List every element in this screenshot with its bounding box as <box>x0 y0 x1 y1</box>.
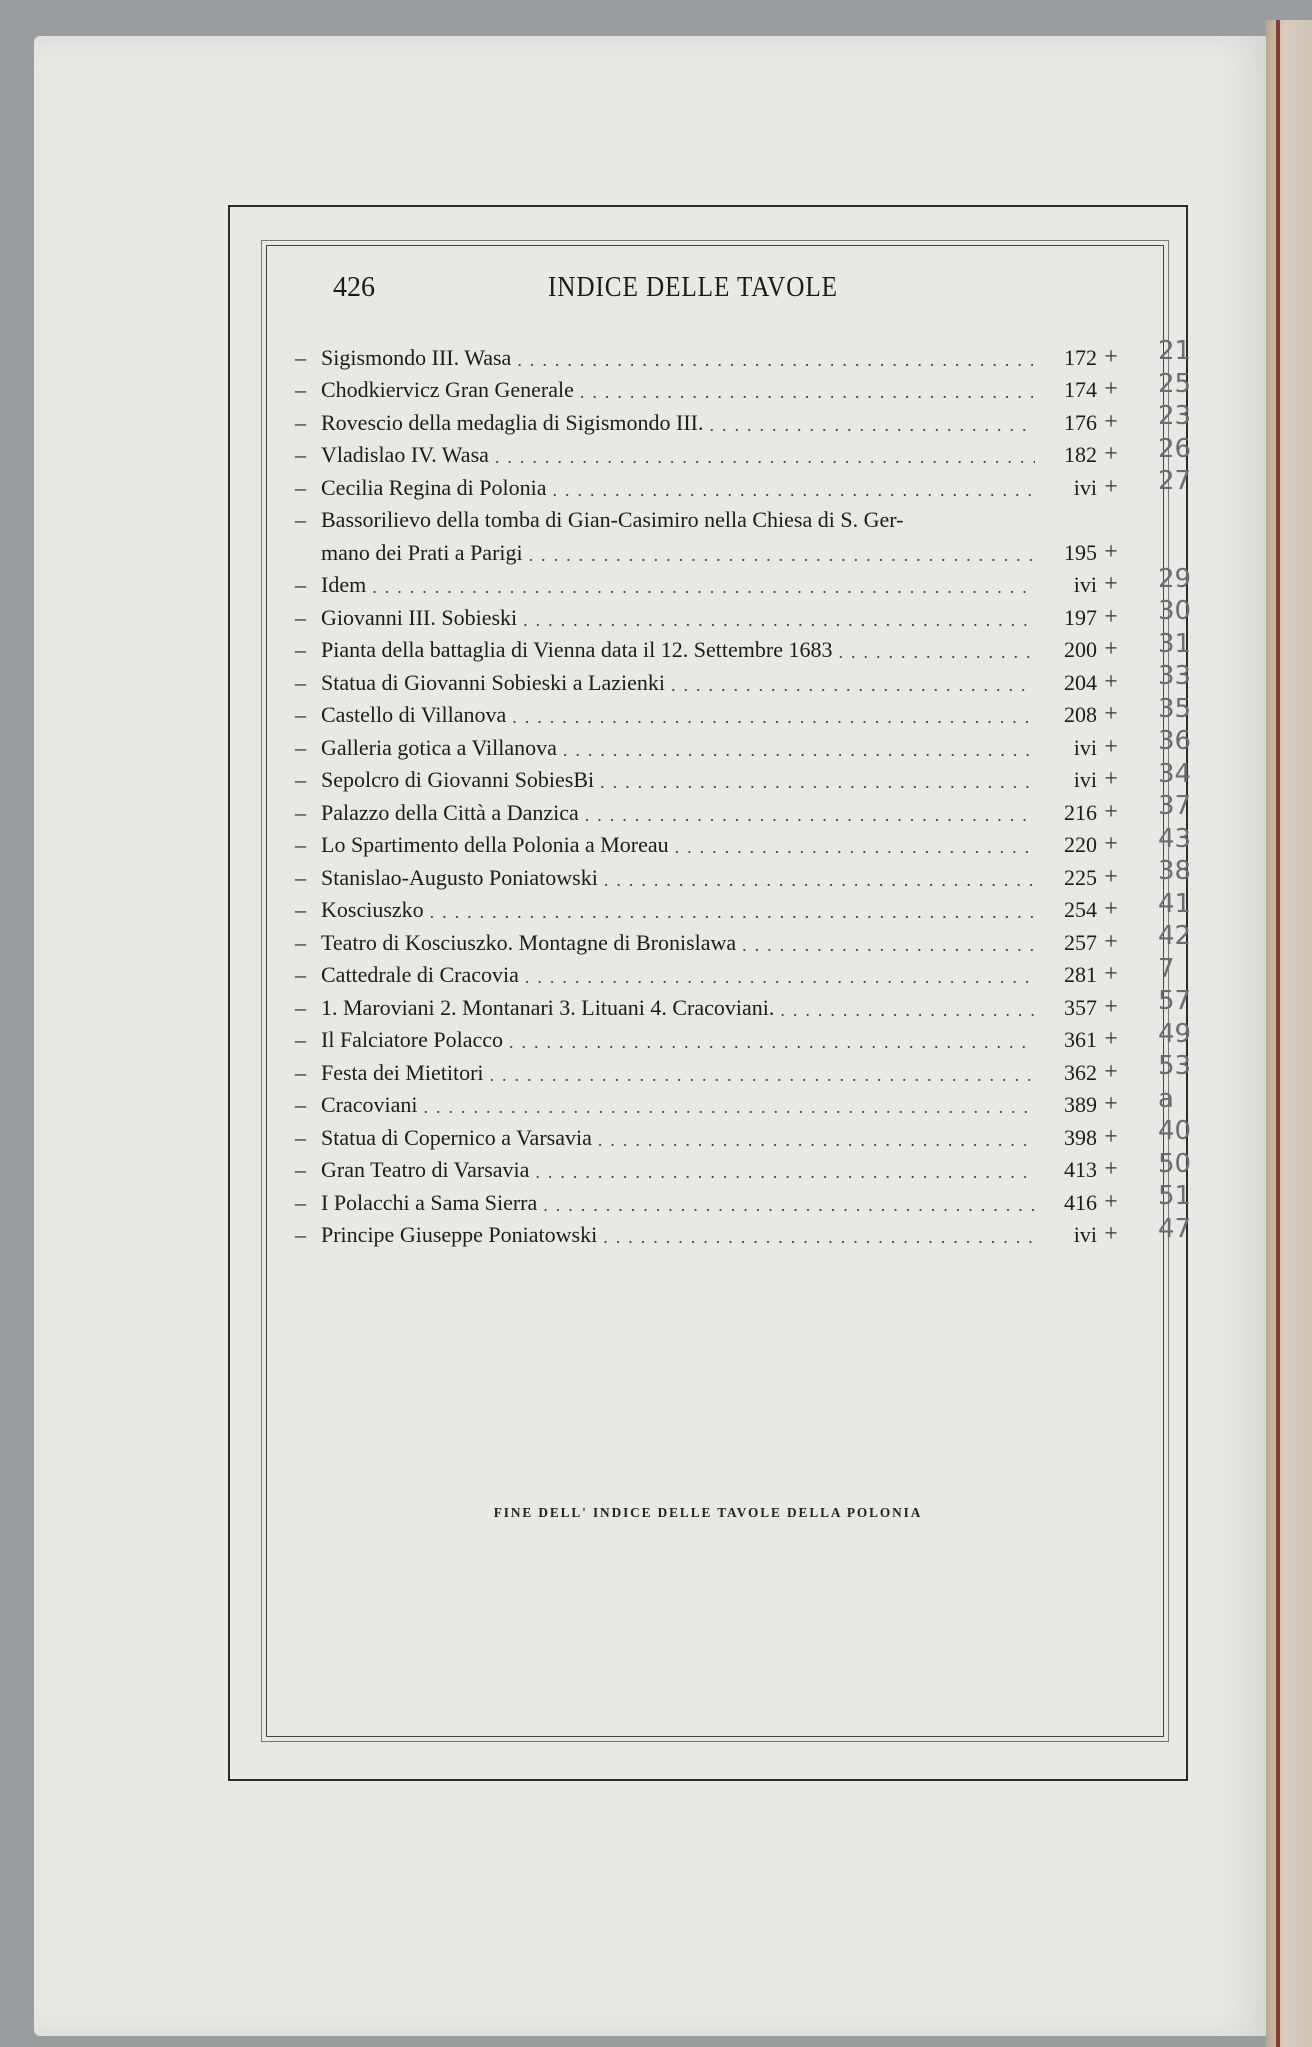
pencil-check-mark: + <box>1104 1188 1118 1215</box>
dot-leader <box>580 382 1035 403</box>
index-entry <box>295 826 1125 859</box>
entry-title: Cecilia Regina di Polonia <box>321 474 547 500</box>
pencil-check-mark: + <box>1104 928 1118 955</box>
index-entry <box>295 338 1125 371</box>
pencil-check-mark: + <box>1104 668 1118 695</box>
entry-dash: – <box>295 864 306 890</box>
handwritten-number: 26 <box>1158 433 1192 464</box>
index-entry <box>295 371 1125 404</box>
dot-leader <box>710 415 1036 436</box>
entry-dash: – <box>295 1157 306 1182</box>
entry-dash: – <box>295 1092 306 1117</box>
dot-leader <box>838 642 1035 663</box>
handwritten-number: 50 <box>1158 1148 1192 1179</box>
entry-title: Idem <box>321 572 367 597</box>
pencil-check-mark: + <box>1104 441 1118 467</box>
entry-title: Il Falciatore Polacco <box>321 1027 504 1052</box>
entry-title: Bassorilievo della tomba di Gian-Casimiro nella Chiesa di S. Ger- <box>321 507 904 532</box>
entry-page-number: 174 <box>1064 377 1097 402</box>
dot-leader <box>563 740 1035 761</box>
index-entry <box>295 631 1125 664</box>
entry-dash: – <box>295 1027 306 1052</box>
entry-title: Chodkiervicz Gran Generale <box>321 377 574 402</box>
index-entry <box>295 598 1125 631</box>
entry-dash: – <box>295 994 306 1020</box>
entry-title: Pianta della battaglia di Vienna data il 12. Settembre 1683 <box>321 637 833 662</box>
pencil-check-mark: + <box>1104 896 1118 922</box>
index-entry <box>295 1118 1125 1151</box>
dot-leader <box>742 935 1035 956</box>
index-entry <box>295 566 1125 599</box>
pencil-check-mark: + <box>1104 408 1118 435</box>
entry-title: Cracoviani <box>321 1092 418 1117</box>
pencil-check-mark: + <box>1104 1091 1118 1117</box>
index-entry <box>295 728 1125 761</box>
handwritten-number: 21 <box>1158 336 1192 366</box>
pencil-check-mark: + <box>1104 603 1118 630</box>
pencil-check-mark: + <box>1104 798 1118 825</box>
dot-leader <box>523 610 1035 631</box>
dot-leader <box>372 577 1035 598</box>
entry-title: Castello di Villanova <box>321 702 507 727</box>
entry-dash: – <box>295 1124 306 1150</box>
entry-dash: – <box>295 637 306 662</box>
handwritten-number: 27 <box>1158 466 1192 496</box>
handwritten-number: 57 <box>1158 986 1192 1016</box>
handwritten-number: 35 <box>1158 693 1192 724</box>
dot-leader <box>535 1162 1035 1183</box>
pencil-check-mark: + <box>1104 961 1118 987</box>
entry-page-number: ivi <box>1073 572 1097 597</box>
entry-dash: – <box>295 897 306 922</box>
dot-leader <box>517 350 1035 371</box>
entry-dash: – <box>295 832 306 857</box>
pencil-check-mark: + <box>1104 733 1118 760</box>
entry-title: Galleria gotica a Villanova <box>321 734 557 760</box>
entry-dash: – <box>295 767 306 792</box>
entry-dash: – <box>295 1059 306 1085</box>
entry-title: Principe Giuseppe Poniatowski <box>321 1222 598 1247</box>
index-entry <box>295 988 1125 1021</box>
index-entry <box>295 793 1125 826</box>
index-entry <box>295 696 1125 729</box>
pencil-check-mark: + <box>1104 376 1118 402</box>
pencil-check-mark: + <box>1104 1123 1118 1150</box>
entry-page-number: 398 <box>1064 1124 1097 1150</box>
handwritten-number: 25 <box>1158 368 1192 399</box>
entry-page-number: 416 <box>1064 1189 1097 1215</box>
book-spine-edge <box>1266 20 1312 2047</box>
entry-dash: – <box>295 474 306 500</box>
entry-page-number: 200 <box>1064 637 1097 662</box>
entry-title: Sepolcro di Giovanni SobiesBi <box>321 767 595 792</box>
index-entry <box>295 1183 1125 1216</box>
pencil-check-mark: + <box>1104 1026 1118 1052</box>
entry-dash: – <box>295 572 306 597</box>
entry-page-number: 413 <box>1064 1157 1097 1182</box>
entry-title: Kosciuszko <box>321 897 424 922</box>
entry-title: Sigismondo III. Wasa <box>321 344 512 370</box>
index-entry <box>295 1053 1125 1086</box>
handwritten-number: 36 <box>1158 726 1192 756</box>
entry-title: Stanislao-Augusto Poniatowski <box>321 864 598 890</box>
entry-title: I Polacchi a Sama Sierra <box>321 1189 538 1215</box>
index-entry <box>295 403 1125 436</box>
entry-title: Festa dei Mietitori <box>321 1059 484 1085</box>
entry-title: Teatro di Kosciuszko. Montagne di Bronislawa <box>321 929 737 955</box>
entry-page-number: 182 <box>1064 442 1097 467</box>
handwritten-number: 37 <box>1158 791 1192 821</box>
entry-page-number: 208 <box>1064 702 1097 727</box>
dot-leader <box>603 1227 1035 1248</box>
entry-dash: – <box>295 734 306 760</box>
dot-leader <box>543 1195 1035 1216</box>
entry-page-number: 204 <box>1064 669 1097 695</box>
handwritten-number <box>1158 498 1218 531</box>
entry-title: Palazzo della Città a Danzica <box>321 799 579 825</box>
entry-dash: – <box>295 442 306 467</box>
handwritten-number: 38 <box>1158 856 1192 886</box>
index-entry <box>295 663 1125 696</box>
entry-dash: – <box>295 799 306 825</box>
dot-leader <box>598 1130 1035 1151</box>
entry-title: Statua di Giovanni Sobieski a Lazienki <box>321 669 665 695</box>
dot-leader <box>780 1000 1035 1021</box>
handwritten-number: 51 <box>1158 1181 1192 1211</box>
dot-leader <box>512 707 1035 728</box>
index-entry <box>295 1151 1125 1184</box>
index-entry <box>295 501 1125 534</box>
entry-page-number: 172 <box>1064 344 1097 370</box>
entry-title: Gran Teatro di Varsavia <box>321 1157 530 1182</box>
entry-dash: – <box>295 377 306 402</box>
entry-dash: – <box>295 702 306 727</box>
handwritten-number: 53 <box>1158 1051 1192 1081</box>
dot-leader <box>600 772 1035 793</box>
handwritten-number: 34 <box>1158 758 1192 789</box>
index-entry <box>295 1021 1125 1054</box>
dot-leader <box>430 902 1035 923</box>
entry-title: Lo Spartimento della Polonia a Moreau <box>321 832 669 857</box>
handwritten-number: 41 <box>1158 888 1192 919</box>
dot-leader <box>585 805 1035 826</box>
index-entry <box>295 1216 1125 1249</box>
index-entry <box>295 468 1125 501</box>
entry-page-number: ivi <box>1073 734 1097 760</box>
pencil-check-mark: + <box>1104 831 1118 857</box>
handwritten-number: 43 <box>1158 823 1192 854</box>
entry-dash: – <box>295 929 306 955</box>
entry-dash: – <box>295 604 306 630</box>
entry-page-number: 357 <box>1064 994 1097 1020</box>
handwritten-number: 47 <box>1158 1213 1192 1244</box>
entry-page-number: 254 <box>1064 897 1097 922</box>
pencil-check-mark: + <box>1104 766 1118 792</box>
dot-leader <box>490 1065 1035 1086</box>
pencil-check-mark: + <box>1104 636 1118 662</box>
handwritten-number: 33 <box>1158 661 1192 691</box>
entry-page-number: 220 <box>1064 832 1097 857</box>
entry-page-number: 176 <box>1064 409 1097 435</box>
pencil-check-mark: + <box>1104 1058 1118 1085</box>
handwritten-annotations <box>1158 335 1218 1245</box>
index-entry <box>295 956 1125 989</box>
pencil-check-mark: + <box>1104 571 1118 597</box>
pencil-check-mark: + <box>1104 863 1118 890</box>
pencil-check-mark: + <box>1104 1221 1118 1247</box>
handwritten-number: 30 <box>1158 596 1192 626</box>
index-entry-list <box>295 338 1125 1248</box>
dot-leader <box>525 967 1035 988</box>
handwritten-number: 40 <box>1158 1116 1192 1146</box>
index-entry <box>295 1086 1125 1119</box>
entry-title: Rovescio della medaglia di Sigismondo III. <box>321 409 704 435</box>
entry-title: Statua di Copernico a Varsavia <box>321 1124 592 1150</box>
entry-dash: – <box>295 1222 306 1247</box>
entry-page-number: 361 <box>1064 1027 1097 1052</box>
entry-page-number: ivi <box>1073 767 1097 792</box>
entry-page-number: ivi <box>1073 1222 1097 1247</box>
handwritten-number <box>1158 530 1218 563</box>
entry-page-number: 197 <box>1064 604 1097 630</box>
entry-title: Cattedrale di Cracovia <box>321 962 519 987</box>
index-footer: FINE DELL' INDICE DELLE TAVOLE DELLA POLONIA <box>493 1506 923 1521</box>
handwritten-number: a <box>1158 1083 1174 1114</box>
index-entry <box>295 891 1125 924</box>
dot-leader <box>604 870 1035 891</box>
pencil-check-mark: + <box>1104 538 1118 565</box>
pencil-check-mark: + <box>1104 701 1118 727</box>
entry-title: Vladislao IV. Wasa <box>321 442 489 467</box>
entry-page-number: 257 <box>1064 929 1097 955</box>
index-entry <box>295 533 1125 566</box>
entry-dash: – <box>295 409 306 435</box>
entry-page-number: 225 <box>1064 864 1097 890</box>
index-entry <box>295 858 1125 891</box>
index-entry <box>295 761 1125 794</box>
entry-dash: – <box>295 669 306 695</box>
pencil-check-mark: + <box>1104 993 1118 1020</box>
entry-page-number: ivi <box>1073 474 1097 500</box>
dot-leader <box>509 1032 1035 1053</box>
dot-leader <box>529 545 1035 566</box>
handwritten-number: 49 <box>1158 1018 1192 1049</box>
page-title: INDICE DELLE TAVOLE <box>548 272 838 303</box>
dot-leader <box>495 447 1035 468</box>
handwritten-number: 29 <box>1158 563 1192 594</box>
index-entry <box>295 436 1125 469</box>
page-header <box>333 272 893 312</box>
dot-leader <box>552 480 1035 501</box>
entry-page-number: 281 <box>1064 962 1097 987</box>
entry-dash: – <box>295 1189 306 1215</box>
handwritten-number: 31 <box>1158 628 1192 659</box>
handwritten-number: 7 <box>1158 953 1175 984</box>
entry-page-number: 195 <box>1064 539 1097 565</box>
entry-page-number: 216 <box>1064 799 1097 825</box>
index-entry <box>295 923 1125 956</box>
entry-dash: – <box>295 507 306 532</box>
entry-title: mano dei Prati a Parigi <box>321 539 523 565</box>
page-number: 426 <box>333 272 375 303</box>
entry-title: Giovanni III. Sobieski <box>321 604 518 630</box>
pencil-check-mark: + <box>1104 1156 1118 1182</box>
entry-title: 1. Maroviani 2. Montanari 3. Lituani 4. Cracoviani. <box>321 994 775 1020</box>
pencil-check-mark: + <box>1104 343 1118 370</box>
handwritten-number: 42 <box>1158 921 1192 951</box>
handwritten-number: 23 <box>1158 401 1192 431</box>
entry-dash: – <box>295 344 306 370</box>
entry-page-number: 362 <box>1064 1059 1097 1085</box>
dot-leader <box>671 675 1035 696</box>
pencil-check-mark: + <box>1104 473 1118 500</box>
dot-leader <box>424 1097 1035 1118</box>
dot-leader <box>675 837 1035 858</box>
entry-dash: – <box>295 962 306 987</box>
entry-page-number: 389 <box>1064 1092 1097 1117</box>
